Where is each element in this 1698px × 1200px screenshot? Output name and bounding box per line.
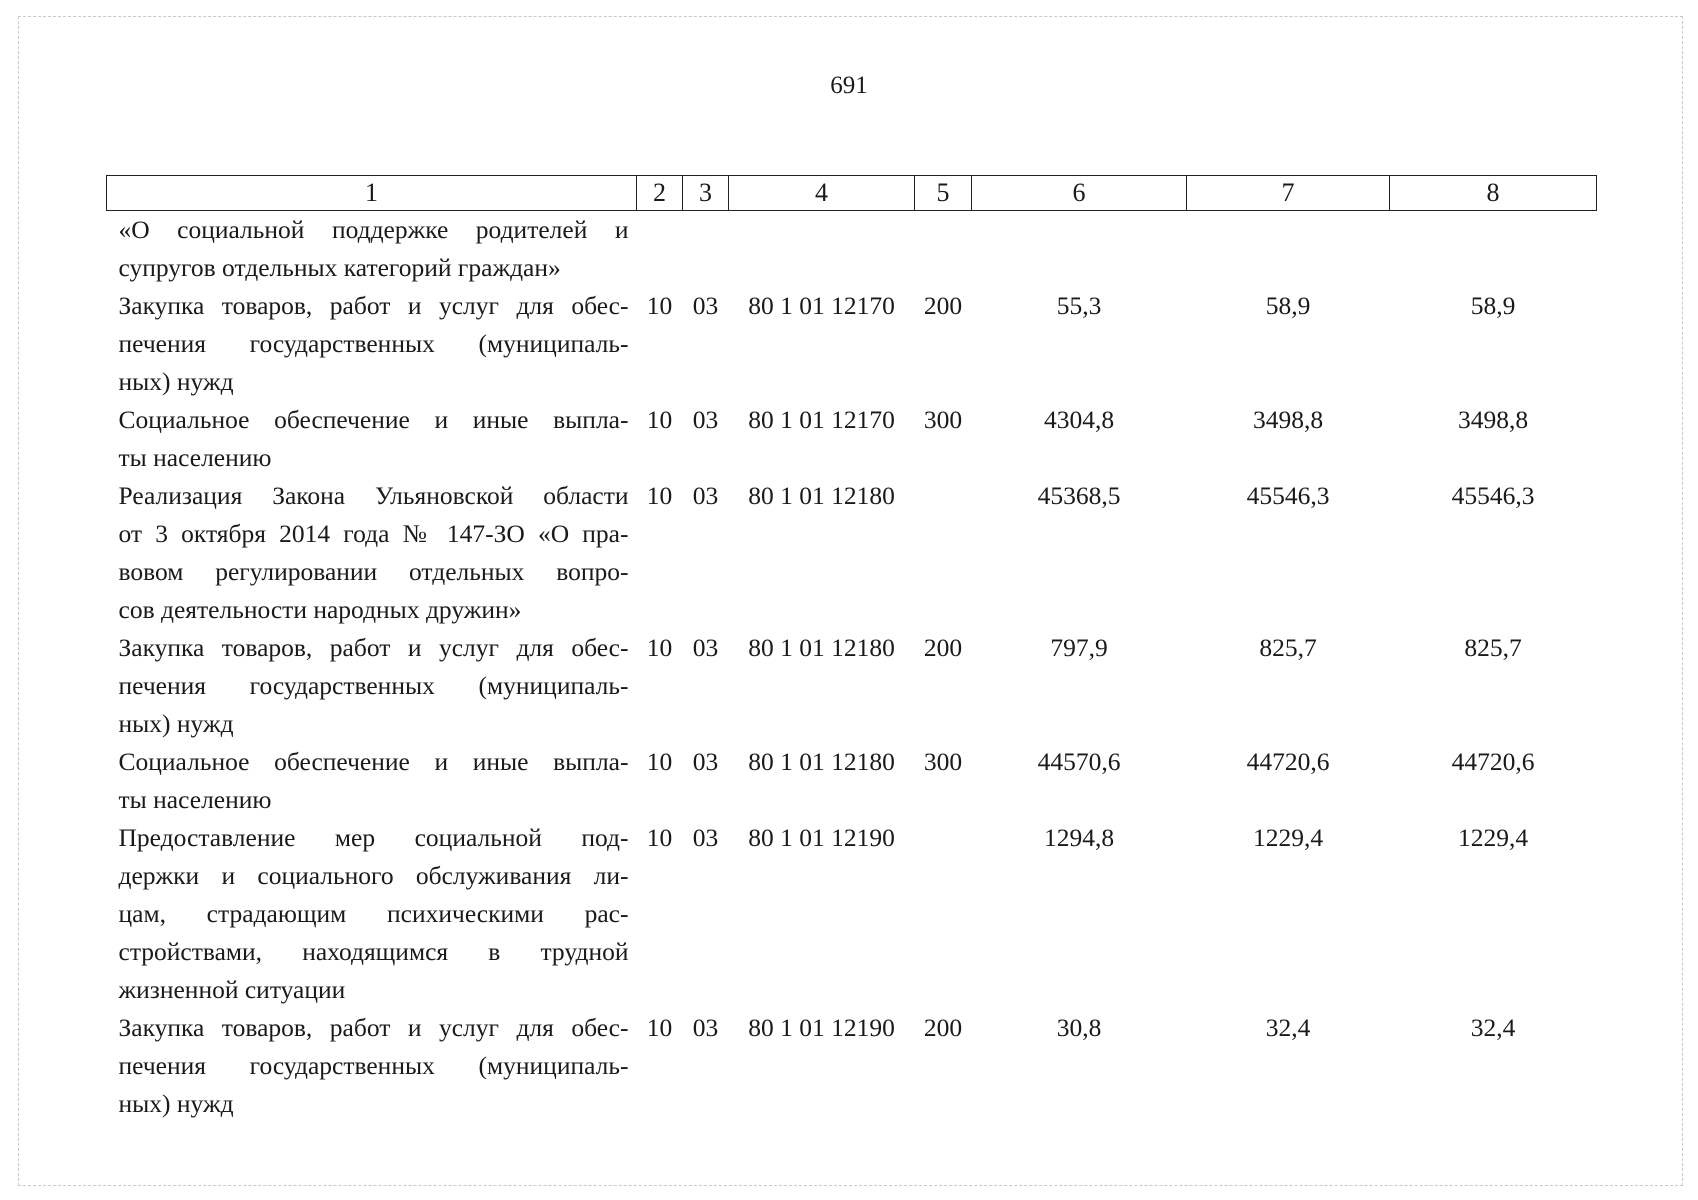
- table-row: [107, 1009, 1597, 1123]
- cell-amount-col-7: 44720,6: [1246, 747, 1330, 776]
- row-name-line: Закупка товаров, работ и услуг для обес-: [118, 633, 629, 662]
- cell-expense-type: 200: [923, 291, 963, 320]
- row-name-line: печения государственных (муниципаль-: [118, 1051, 629, 1080]
- row-name-line: «О социальной поддержке родителей и: [118, 215, 629, 244]
- table-row: [107, 211, 1597, 288]
- header-col-5: 5: [915, 176, 972, 211]
- cell-expense-type: 300: [923, 405, 963, 434]
- cell-subsection: 03: [692, 291, 719, 320]
- row-name-line: Предоставление мер социальной под-: [118, 823, 629, 852]
- row-name-line: цам, страдающим психическими рас-: [118, 899, 629, 928]
- cell-amount-col-8: 45546,3: [1451, 481, 1535, 510]
- cell-target-article: 80 1 01 12180: [748, 747, 895, 776]
- cell-target-article: 80 1 01 12170: [748, 291, 895, 320]
- row-name-line: печения государственных (муниципаль-: [118, 671, 629, 700]
- row-name-line: Социальное обеспечение и иные выпла-: [118, 405, 629, 434]
- page-number: 691: [830, 72, 868, 99]
- row-name-line: Закупка товаров, работ и услуг для обес-: [118, 1013, 629, 1042]
- cell-amount-col-7: 3498,8: [1252, 405, 1324, 434]
- cell-subsection: 03: [692, 405, 719, 434]
- cell-subsection: [683, 211, 729, 288]
- header-col-2: 2: [637, 176, 683, 211]
- cell-amount-col-7: 32,4: [1265, 1013, 1311, 1042]
- cell-expense-type: 200: [923, 633, 963, 662]
- cell-target-article: 80 1 01 12190: [748, 1013, 895, 1042]
- header-col-3: 3: [683, 176, 729, 211]
- cell-amount-col-8: [1390, 211, 1597, 288]
- cell-amount-col-6: 1294,8: [1043, 823, 1115, 852]
- cell-amount-col-7: 58,9: [1265, 291, 1311, 320]
- cell-expense-type: [915, 819, 972, 1009]
- row-name-line: супругов отдельных категорий граждан»: [118, 253, 561, 282]
- row-name-cell: [107, 819, 637, 1009]
- cell-amount-col-8: 32,4: [1470, 1013, 1516, 1042]
- cell-target-article: [729, 211, 915, 288]
- cell-section: 10: [646, 823, 673, 852]
- table-row: [107, 287, 1597, 401]
- table-row: [107, 477, 1597, 629]
- cell-amount-col-7: 45546,3: [1246, 481, 1330, 510]
- cell-section: 10: [646, 481, 673, 510]
- cell-subsection: 03: [692, 823, 719, 852]
- cell-amount-col-6: 45368,5: [1037, 481, 1121, 510]
- cell-amount-col-6: 55,3: [1056, 291, 1102, 320]
- header-col-6: 6: [972, 176, 1187, 211]
- row-name-line: сов деятельности народных дружин»: [118, 595, 522, 624]
- row-name-cell: [107, 211, 637, 288]
- cell-section: [637, 211, 683, 288]
- row-name-line: Закупка товаров, работ и услуг для обес-: [118, 291, 629, 320]
- cell-amount-col-6: 797,9: [1050, 633, 1108, 662]
- cell-amount-col-8: 1229,4: [1457, 823, 1529, 852]
- cell-expense-type: [915, 477, 972, 629]
- row-name-line: ты населению: [118, 785, 272, 814]
- header-col-7: 7: [1187, 176, 1390, 211]
- row-name-line: держки и социального обслуживания ли-: [118, 861, 629, 890]
- table-row: [107, 629, 1597, 743]
- cell-amount-col-8: 825,7: [1464, 633, 1522, 662]
- cell-subsection: 03: [692, 747, 719, 776]
- cell-amount-col-6: 4304,8: [1043, 405, 1115, 434]
- header-col-8: 8: [1390, 176, 1597, 211]
- cell-amount-col-7: 825,7: [1259, 633, 1317, 662]
- header-col-4: 4: [729, 176, 915, 211]
- table-row: [107, 819, 1597, 1009]
- table-body: [107, 211, 1597, 1124]
- row-name-line: Реализация Закона Ульяновской области: [118, 481, 629, 510]
- table-row: [107, 743, 1597, 819]
- table-row: [107, 401, 1597, 477]
- cell-target-article: 80 1 01 12180: [748, 633, 895, 662]
- cell-expense-type: [915, 211, 972, 288]
- cell-expense-type: 200: [923, 1013, 963, 1042]
- row-name-line: вовом регулировании отдельных вопро-: [118, 557, 629, 586]
- cell-amount-col-7: [1187, 211, 1390, 288]
- header-col-1: 1: [107, 176, 637, 211]
- row-name-line: ных) нужд: [118, 1089, 234, 1118]
- cell-section: 10: [646, 291, 673, 320]
- cell-subsection: 03: [692, 633, 719, 662]
- cell-target-article: 80 1 01 12170: [748, 405, 895, 434]
- cell-target-article: 80 1 01 12180: [748, 481, 895, 510]
- row-name-cell: [107, 629, 637, 743]
- row-name-cell: [107, 1009, 637, 1123]
- row-name-line: Социальное обеспечение и иные выпла-: [118, 747, 629, 776]
- row-name-line: от 3 октября 2014 года № 147-ЗО «О пра-: [118, 519, 629, 548]
- budget-table: [106, 175, 1597, 1123]
- row-name-cell: [107, 477, 637, 629]
- cell-amount-col-6: 44570,6: [1037, 747, 1121, 776]
- cell-section: 10: [646, 633, 673, 662]
- table-header-row: [107, 176, 1597, 211]
- cell-subsection: 03: [692, 1013, 719, 1042]
- cell-amount-col-7: 1229,4: [1252, 823, 1324, 852]
- cell-amount-col-8: 3498,8: [1457, 405, 1529, 434]
- row-name-line: ных) нужд: [118, 709, 234, 738]
- cell-amount-col-6: [972, 211, 1187, 288]
- row-name-line: жизненной ситуации: [118, 975, 346, 1004]
- cell-target-article: 80 1 01 12190: [748, 823, 895, 852]
- row-name-cell: [107, 287, 637, 401]
- budget-table-container: [106, 175, 1596, 1123]
- cell-amount-col-8: 58,9: [1470, 291, 1516, 320]
- cell-subsection: 03: [692, 481, 719, 510]
- row-name-cell: [107, 401, 637, 477]
- row-name-line: печения государственных (муниципаль-: [118, 329, 629, 358]
- cell-amount-col-8: 44720,6: [1451, 747, 1535, 776]
- cell-section: 10: [646, 747, 673, 776]
- row-name-line: ты населению: [118, 443, 272, 472]
- cell-expense-type: 300: [923, 747, 963, 776]
- row-name-cell: [107, 743, 637, 819]
- cell-section: 10: [646, 405, 673, 434]
- cell-section: 10: [646, 1013, 673, 1042]
- cell-amount-col-6: 30,8: [1056, 1013, 1102, 1042]
- row-name-line: стройствами, находящимся в трудной: [118, 937, 629, 966]
- row-name-line: ных) нужд: [118, 367, 234, 396]
